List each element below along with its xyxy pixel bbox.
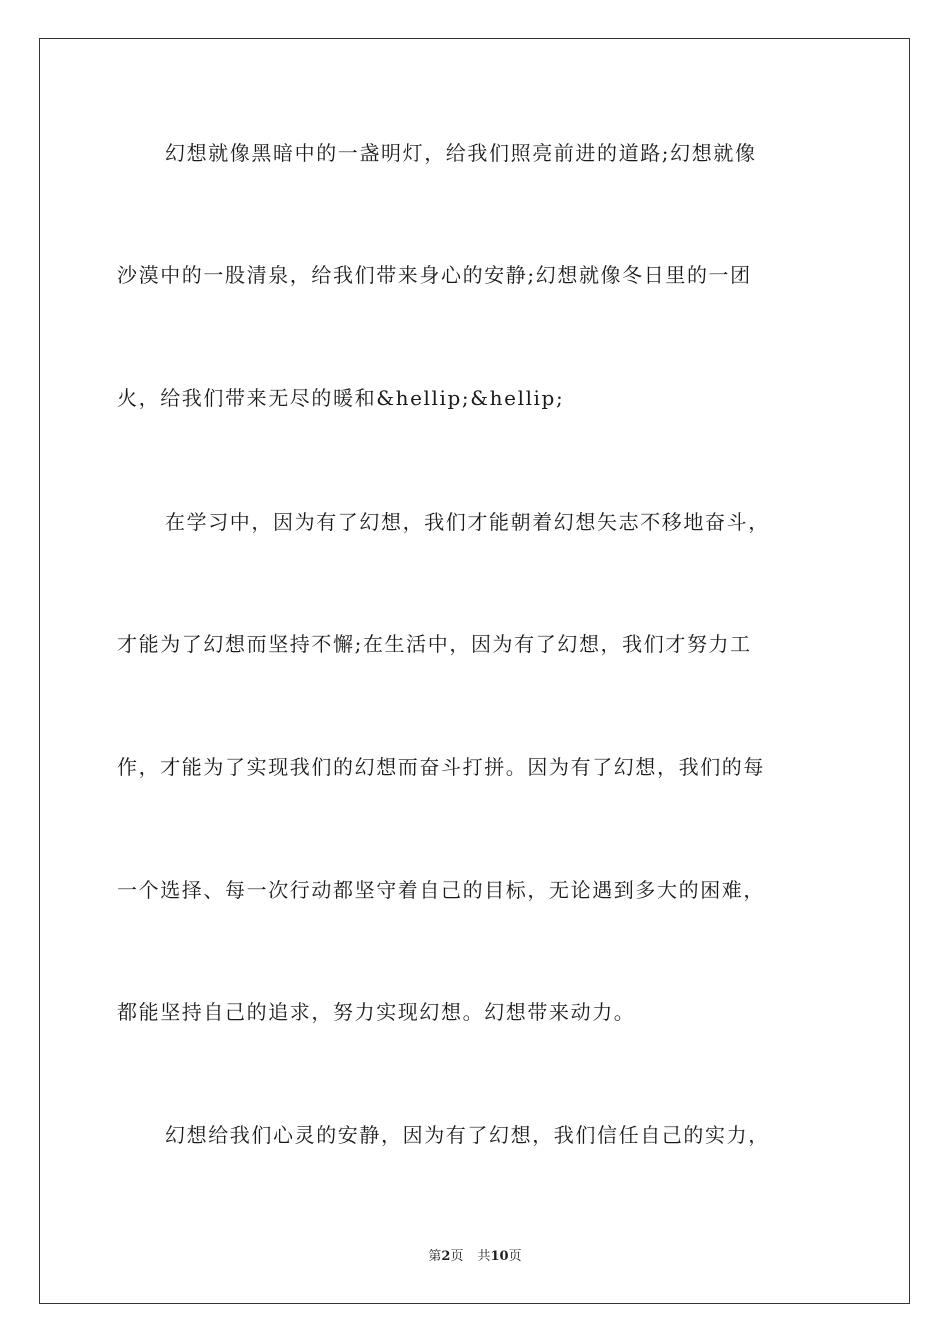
total-suffix: 页 — [508, 1249, 522, 1264]
paragraph-line: 在学习中，因为有了幻想，我们才能朝着幻想矢志不移地奋斗， — [165, 510, 770, 534]
page-suffix: 页 — [450, 1249, 464, 1264]
total-page-number: 10 — [490, 1249, 509, 1264]
paragraph-line: 作，才能为了实现我们的幻想而奋斗打拼。因为有了幻想，我们的每 — [117, 755, 765, 779]
page-footer — [0, 1248, 950, 1266]
paragraph-line: 才能为了幻想而坚持不懈;在生活中，因为有了幻想，我们才努力工 — [117, 632, 752, 656]
total-prefix: 共 — [477, 1249, 491, 1264]
page-border — [39, 38, 910, 1304]
page-prefix: 第 — [428, 1249, 442, 1264]
paragraph-line: 一个选择、每一次行动都坚守着自己的目标，无论遇到多大的困难， — [117, 878, 765, 902]
paragraph-line: 幻想就像黑暗中的一盏明灯，给我们照亮前进的道路;幻想就像 — [165, 141, 757, 165]
paragraph-line: 火，给我们带来无尽的暖和&hellip;&hellip; — [117, 386, 565, 410]
paragraph-line: 都能坚持自己的追求，努力实现幻想。幻想带来动力。 — [117, 1000, 636, 1024]
current-page-number: 2 — [441, 1249, 451, 1264]
paragraph-line: 沙漠中的一股清泉，给我们带来身心的安静;幻想就像冬日里的一团 — [117, 263, 752, 287]
paragraph-line: 幻想给我们心灵的安静，因为有了幻想，我们信任自己的实力， — [165, 1123, 770, 1147]
